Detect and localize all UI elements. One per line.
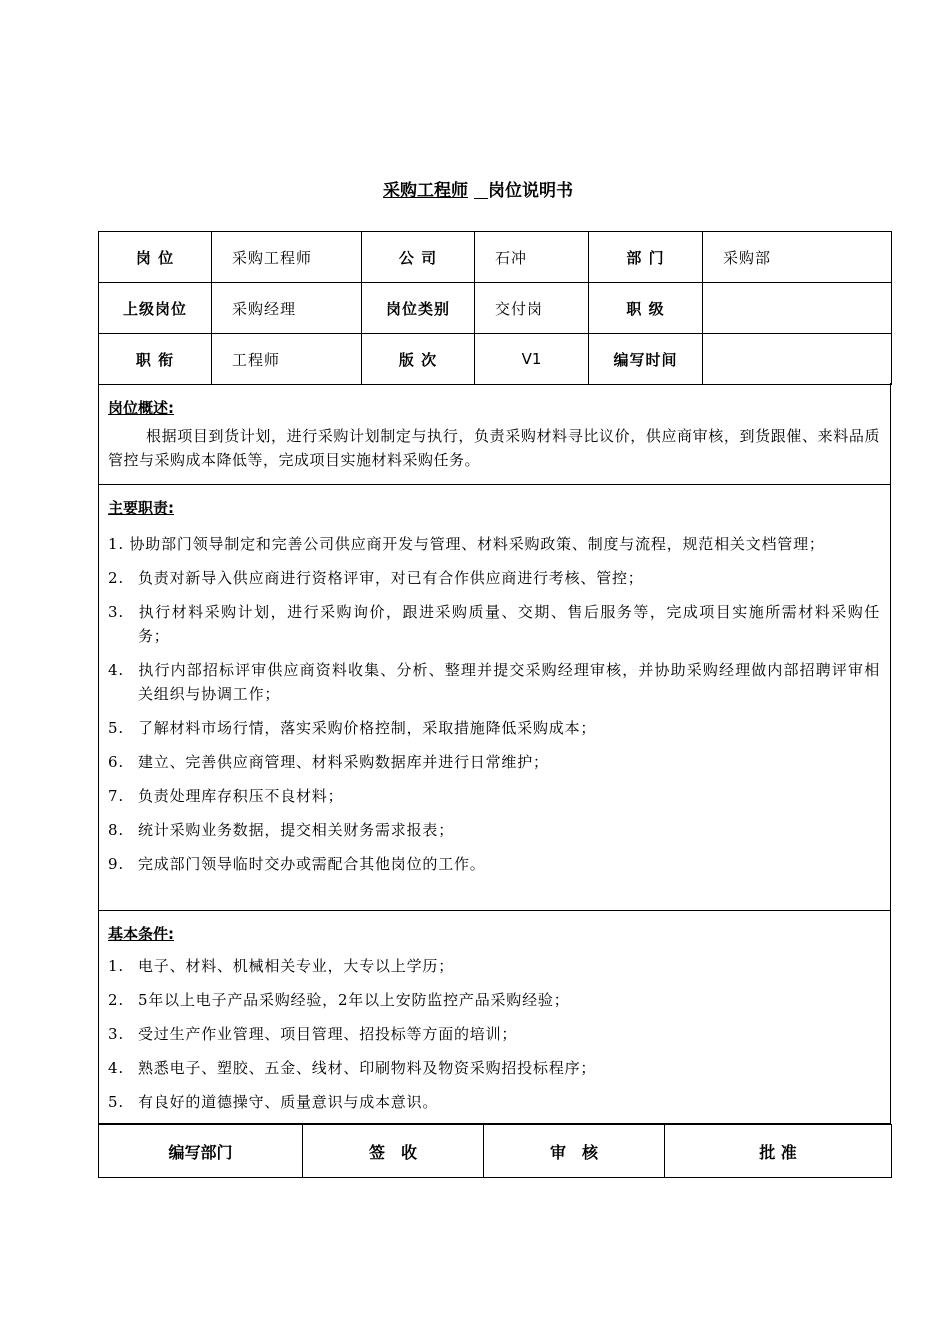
label-company: 公 司 <box>362 232 475 283</box>
requirements-section <box>98 911 891 1124</box>
requirement-item <box>108 1056 880 1080</box>
requirement-text: 熟悉电子、塑胶、五金、线材、印刷物料及物资采购招投标程序； <box>138 1059 597 1077</box>
duty-item <box>108 818 880 842</box>
duty-item <box>108 658 880 706</box>
duty-text: 协助部门领导制定和完善公司供应商开发与管理、材料采购政策、制度与流程，规范相关文档管理； <box>129 535 825 553</box>
value-position: 采购工程师 <box>212 232 362 283</box>
title-underline-gap <box>474 182 488 199</box>
label-written-date: 编写时间 <box>589 334 703 385</box>
requirement-item <box>108 1022 880 1046</box>
info-row-2 <box>99 283 892 334</box>
label-grade: 职 级 <box>589 283 703 334</box>
duty-text: 统计采购业务数据，提交相关财务需求报表； <box>138 821 455 839</box>
duty-number: 1. <box>108 535 124 553</box>
duty-text: 执行内部招标评审供应商资料收集、分析、整理并提交采购经理审核，并协助采购经理做内部招聘评审相关组织与协调工作； <box>138 661 880 703</box>
duty-item <box>108 750 880 774</box>
value-category: 交付岗 <box>475 283 589 334</box>
label-category: 岗位类别 <box>362 283 475 334</box>
value-department: 采购部 <box>703 232 892 283</box>
requirement-text: 有良好的道德操守、质量意识与成本意识。 <box>138 1093 439 1111</box>
duty-item <box>108 852 880 876</box>
label-title: 职 衔 <box>99 334 212 385</box>
duty-number: 4. <box>108 661 124 679</box>
duties-section <box>98 485 891 911</box>
requirement-item <box>108 1090 880 1114</box>
duty-item <box>108 784 880 808</box>
duty-number: 2. <box>108 569 124 587</box>
duty-number: 8. <box>108 821 124 839</box>
requirement-text: 5年以上电子产品采购经验，2年以上安防监控产品采购经验； <box>138 991 570 1009</box>
signoff-review: 审 核 <box>484 1125 665 1178</box>
duties-heading: 主要职责: <box>108 499 174 517</box>
requirement-item <box>108 988 880 1012</box>
overview-section <box>98 383 891 485</box>
duty-number: 3. <box>108 603 124 621</box>
value-company: 石冲 <box>475 232 589 283</box>
duty-item <box>108 566 880 590</box>
duty-item <box>108 716 880 740</box>
value-version: V1 <box>475 334 589 385</box>
title-position-name: 采购工程师 <box>383 181 468 201</box>
duty-text: 负责处理库存积压不良材料； <box>138 787 344 805</box>
info-table <box>98 231 892 385</box>
requirement-number: 4. <box>108 1059 124 1077</box>
duty-number: 5. <box>108 719 124 737</box>
label-superior: 上级岗位 <box>99 283 212 334</box>
value-grade <box>703 283 892 334</box>
title-doc-type: 岗位说明书 <box>488 181 573 201</box>
duty-number: 9. <box>108 855 124 873</box>
label-position: 岗 位 <box>99 232 212 283</box>
requirement-item <box>108 954 880 978</box>
signoff-row <box>99 1125 892 1178</box>
requirement-number: 1. <box>108 957 124 975</box>
duty-text: 执行材料采购计划，进行采购询价，跟进采购质量、交期、售后服务等，完成项目实施所需材料采购任务； <box>138 603 880 645</box>
info-row-3 <box>99 334 892 385</box>
duty-number: 7. <box>108 787 124 805</box>
duty-number: 6. <box>108 753 124 771</box>
label-department: 部 门 <box>589 232 703 283</box>
signoff-writing-dept: 编写部门 <box>99 1125 303 1178</box>
requirement-text: 受过生产作业管理、项目管理、招投标等方面的培训； <box>138 1025 518 1043</box>
value-title: 工程师 <box>212 334 362 385</box>
duty-text: 完成部门领导临时交办或需配合其他岗位的工作。 <box>138 855 486 873</box>
requirements-heading: 基本条件: <box>108 925 174 943</box>
overview-text: 根据项目到货计划，进行采购计划制定与执行，负责采购材料寻比议价，供应商审核，到货跟催、来料品质管控与采购成本降低等，完成项目实施材料采购任务。 <box>108 427 880 469</box>
value-superior: 采购经理 <box>212 283 362 334</box>
overview-heading: 岗位概述: <box>108 399 174 417</box>
label-version: 版 次 <box>362 334 475 385</box>
duty-text: 建立、完善供应商管理、材料采购数据库并进行日常维护； <box>138 753 549 771</box>
duty-text: 负责对新导入供应商进行资格评审，对已有合作供应商进行考核、管控； <box>138 569 644 587</box>
duty-item <box>108 600 880 648</box>
requirement-number: 3. <box>108 1025 124 1043</box>
requirement-number: 5. <box>108 1093 124 1111</box>
signoff-table <box>98 1124 892 1178</box>
duty-item <box>108 532 880 556</box>
duty-text: 了解材料市场行情，落实采购价格控制，采取措施降低采购成本； <box>138 719 597 737</box>
document-title <box>0 176 950 201</box>
value-written-date <box>703 334 892 385</box>
requirement-number: 2. <box>108 991 124 1009</box>
signoff-receipt: 签 收 <box>303 1125 484 1178</box>
info-row-1 <box>99 232 892 283</box>
signoff-approval: 批 准 <box>665 1125 892 1178</box>
requirement-text: 电子、材料、机械相关专业，大专以上学历； <box>138 957 455 975</box>
